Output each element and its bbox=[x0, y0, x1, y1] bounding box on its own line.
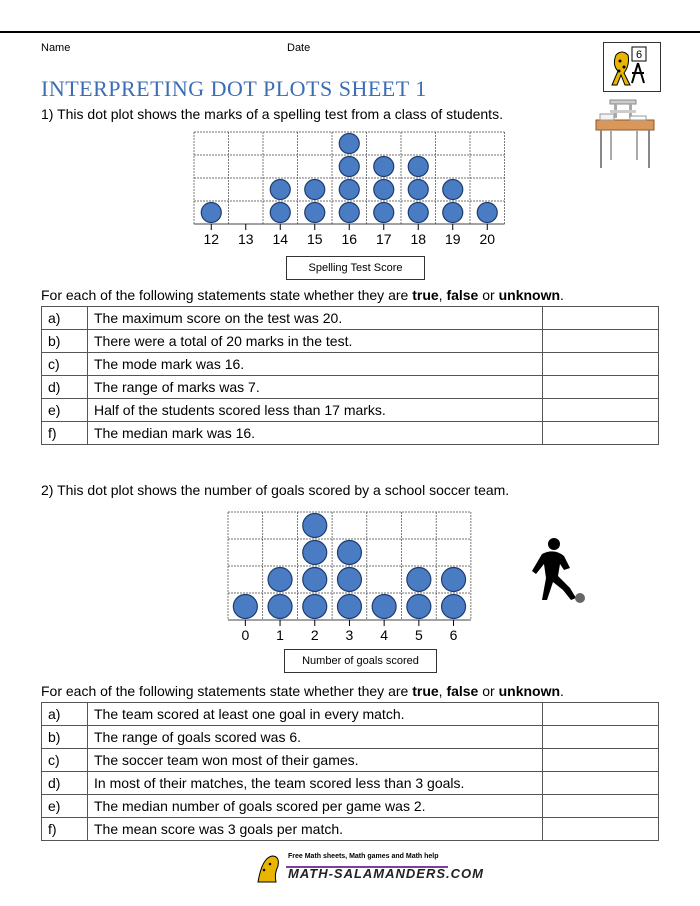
axis-title-spelling: Spelling Test Score bbox=[286, 256, 425, 280]
tick-label: 18 bbox=[410, 231, 427, 247]
data-dot bbox=[443, 203, 463, 223]
table-row: f) The median mark was 16. bbox=[42, 422, 659, 445]
answer-cell[interactable] bbox=[543, 307, 659, 330]
tick-label: 6 bbox=[449, 627, 458, 643]
page-title: INTERPRETING DOT PLOTS SHEET 1 bbox=[41, 76, 427, 101]
data-dot bbox=[270, 203, 290, 223]
table-row: f) The mean score was 3 goals per match. bbox=[42, 818, 659, 841]
data-dot bbox=[372, 595, 396, 619]
top-rule bbox=[0, 31, 700, 33]
statements-table-2 bbox=[41, 702, 659, 841]
data-dot bbox=[408, 180, 428, 200]
data-dot bbox=[305, 180, 325, 200]
data-dot bbox=[337, 595, 361, 619]
tick-label: 17 bbox=[375, 231, 392, 247]
question-2-prompt: 2) This dot plot shows the number of goals scored by a school soccer team. bbox=[41, 482, 510, 498]
tick-label: 19 bbox=[444, 231, 461, 247]
data-dot bbox=[303, 514, 327, 538]
data-dot bbox=[442, 568, 466, 592]
table-row: a) The team scored at least one goal in every match. bbox=[42, 703, 659, 726]
table-row: e) The median number of goals scored per game was 2. bbox=[42, 795, 659, 818]
data-dot bbox=[268, 595, 292, 619]
date-label: Date bbox=[287, 42, 311, 54]
instruction-1: For each of the following statements state whether they are true, false or unknown. bbox=[41, 287, 564, 303]
answer-cell[interactable] bbox=[543, 726, 659, 749]
data-dot bbox=[337, 541, 361, 565]
soccer-player-silhouette bbox=[534, 536, 594, 606]
tick-label: 1 bbox=[276, 627, 284, 643]
data-dot bbox=[408, 203, 428, 223]
data-dot bbox=[303, 595, 327, 619]
table-row: b) There were a total of 20 marks in the test. bbox=[42, 330, 659, 353]
answer-cell[interactable] bbox=[543, 818, 659, 841]
question-1-prompt: 1) This dot plot shows the marks of a spelling test from a class of students. bbox=[41, 106, 503, 122]
tick-label: 0 bbox=[241, 627, 250, 643]
tick-label: 16 bbox=[341, 231, 358, 247]
answer-cell[interactable] bbox=[543, 749, 659, 772]
footer-site[interactable]: MATH-SALAMANDERS.COM bbox=[288, 866, 484, 881]
tick-label: 5 bbox=[414, 627, 423, 643]
answer-cell[interactable] bbox=[543, 772, 659, 795]
name-label: Name bbox=[41, 42, 71, 54]
tick-label: 4 bbox=[380, 627, 389, 643]
school-desk-illustration bbox=[596, 100, 696, 170]
data-dot bbox=[233, 595, 257, 619]
data-dot bbox=[374, 203, 394, 223]
data-dot bbox=[443, 180, 463, 200]
data-dot bbox=[339, 180, 359, 200]
data-dot bbox=[303, 541, 327, 565]
tick-label: 15 bbox=[306, 231, 323, 247]
dot-plot-goals bbox=[226, 510, 486, 643]
footer-tagline: Free Math sheets, Math games and Math help bbox=[288, 853, 439, 860]
table-row: d) In most of their matches, the team scored less than 3 goals. bbox=[42, 772, 659, 795]
answer-cell[interactable] bbox=[543, 353, 659, 376]
axis-title-goals: Number of goals scored bbox=[284, 649, 437, 673]
answer-cell[interactable] bbox=[543, 703, 659, 726]
table-row: b) The range of goals scored was 6. bbox=[42, 726, 659, 749]
tick-label: 20 bbox=[479, 231, 496, 247]
data-dot bbox=[337, 568, 361, 592]
data-dot bbox=[305, 203, 325, 223]
answer-cell[interactable] bbox=[543, 330, 659, 353]
grade-badge: 6 bbox=[635, 49, 643, 61]
table-row: e) Half of the students scored less than 17 marks. bbox=[42, 399, 659, 422]
data-dot bbox=[339, 134, 359, 154]
data-dot bbox=[270, 180, 290, 200]
data-dot bbox=[303, 568, 327, 592]
tick-label: 3 bbox=[345, 627, 354, 643]
table-row: d) The range of marks was 7. bbox=[42, 376, 659, 399]
data-dot bbox=[374, 180, 394, 200]
data-dot bbox=[407, 568, 431, 592]
answer-cell[interactable] bbox=[543, 422, 659, 445]
statements-table-1 bbox=[41, 306, 659, 445]
answer-cell[interactable] bbox=[543, 795, 659, 818]
data-dot bbox=[477, 203, 497, 223]
data-dot bbox=[442, 595, 466, 619]
instruction-2: For each of the following statements state whether they are true, false or unknown. bbox=[41, 683, 564, 699]
tick-label: 14 bbox=[272, 231, 289, 247]
table-row: a) The maximum score on the test was 20. bbox=[42, 307, 659, 330]
data-dot bbox=[339, 203, 359, 223]
table-row: c) The soccer team won most of their games. bbox=[42, 749, 659, 772]
salamander-logo bbox=[603, 42, 661, 92]
table-row: c) The mode mark was 16. bbox=[42, 353, 659, 376]
data-dot bbox=[374, 157, 394, 177]
tick-label: 2 bbox=[310, 627, 319, 643]
answer-cell[interactable] bbox=[543, 399, 659, 422]
data-dot bbox=[339, 157, 359, 177]
data-dot bbox=[201, 203, 221, 223]
data-dot bbox=[268, 568, 292, 592]
data-dot bbox=[407, 595, 431, 619]
answer-cell[interactable] bbox=[543, 376, 659, 399]
tick-label: 12 bbox=[203, 231, 220, 247]
data-dot bbox=[408, 157, 428, 177]
dot-plot-spelling bbox=[190, 130, 510, 250]
tick-label: 13 bbox=[237, 231, 254, 247]
